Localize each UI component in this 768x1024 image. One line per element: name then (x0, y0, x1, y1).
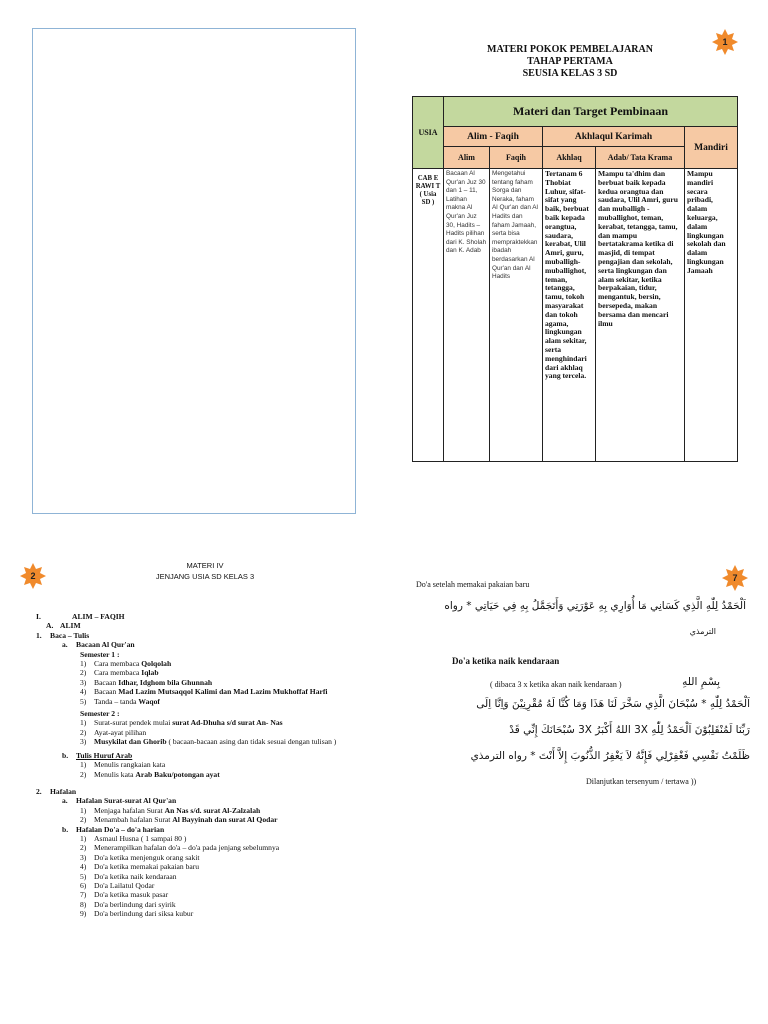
alim-cell: Bacaan Al Qur'an Juz 30 dan 1 – 11, Latihan makna Al Qur'an Juz 30, Hadits – Hadits pilihan dari K. Sholah dan K. Adab (444, 169, 490, 462)
blank-page-frame (32, 28, 356, 514)
list-item (36, 668, 366, 677)
item-text: Menjaga hafalan Surat (94, 805, 165, 815)
item-number: 2) (80, 727, 87, 737)
list-item (36, 909, 366, 918)
kendaraan-note: ( dibaca 3 x ketika akan naik kendaraan ) (490, 680, 622, 689)
section-b: b. Tulis Huruf Arab (62, 750, 133, 760)
arabic-line-2: رَبِّنَا لَمُنْقَلِبُوْنَ اَلْحَمْدُ لِلّٰهِ 3X اللهُ أَكْبَرُ 3X سُبْحَانَكَ إِنِّي قَدْ (509, 724, 750, 736)
section-2a: a. Hafalan Surat-surat Al Qur'an (62, 796, 177, 806)
item-text: Do'a ketika memakai pakaian baru (94, 862, 200, 872)
item-bold-text: Qolqolah (141, 659, 172, 669)
heading-kendaraan: Do'a ketika naik kendaraan (452, 656, 560, 666)
list-item (36, 872, 366, 881)
item-bold-text: Arab Baku/potongan ayat (135, 769, 220, 779)
arabic-doa-pakaian: اَلْحَمْدُ لِلّٰهِ الَّذِي كَسَانِي مَا أُوَارِي بِهِ عَوْرَتِي وَأَتَجَمَّلُ بِهِ فِي حَيَاتِي * رواه (444, 600, 746, 612)
col-adab: Adab/ Tata Krama (596, 147, 685, 169)
arabic-bismillah: بِسْمِ اللهِ (682, 676, 720, 688)
arabic-line-1: اَلْحَمْدُ لِلّٰهِ * سُبْحَانَ الَّذِي سَخَّرَ لَنَا هَذَا وَمَا كُنَّا لَهُ مُقْرِنِيْنَ وَاِنَّا اِلَى (476, 698, 750, 710)
item-text: Menulis kata (94, 769, 136, 779)
arabic-line-3: ظَلَمْتُ نَفْسِي فَغْفِرْلِي فَإِنَّهُ لاَ يَغْفِرُ الذُّنُوبَ إِلاَّ أَنْتَ * رواه الترمذي (470, 750, 750, 762)
list-item (36, 806, 366, 815)
item-number: 2) (80, 769, 87, 779)
item-bold-text: Waqof (138, 696, 160, 706)
title-line: TAHAP PERTAMA (527, 56, 613, 67)
list-item (80, 737, 360, 746)
item-text: Cara membaca (94, 668, 142, 678)
faqih-cell: Mengetahui tentang faham Sorga dan Neraka, faham Al Qur'an dan Al Hadits dan faham Jamaah, serta bisa mempraktekkan ibadah berdasarkan Al Qur'an dan Al Hadits (490, 169, 543, 462)
item-text: Menambah hafalan Surat (94, 815, 173, 825)
list-item (36, 718, 366, 727)
item-number: 8) (80, 899, 87, 909)
page-badge-7 (722, 565, 748, 591)
col-alim: Alim (444, 147, 490, 169)
group-akhlaq: Akhlaqul Karimah (543, 127, 685, 147)
item-text: Cara membaca (94, 659, 142, 669)
item-number: 1) (80, 805, 87, 815)
item-bold-text: An Nas s/d. surat Al-Zalzalah (164, 805, 261, 815)
item-number: 1) (80, 760, 87, 770)
title-line: JENJANG USIA SD KELAS 3 (155, 572, 255, 581)
item-text: Menulis rangkaian kata (94, 760, 166, 770)
item-text: Bacaan (94, 687, 119, 697)
list-item (36, 760, 366, 769)
badge-number: 7 (732, 573, 738, 583)
col-akhlaq: Akhlaq (543, 147, 596, 169)
section-A: A. ALIM (46, 621, 81, 631)
item-text: Do'a Lailatul Qodar (94, 880, 155, 890)
list-item (36, 678, 366, 687)
list-item (80, 687, 360, 696)
item-number: 5) (80, 696, 87, 706)
item-bold-text: Idhar, Idghom bila Ghunnah (118, 677, 213, 687)
section-1: 1. Baca – Tulis (36, 630, 90, 640)
footer-note: Dilanjutkan tersenyum / tertawa )) (586, 777, 697, 786)
heading-pakaian: Do'a setelah memakai pakaian baru (416, 580, 530, 589)
item-bold-text: Iqlab (141, 668, 159, 678)
item-number: 3) (80, 737, 87, 747)
list-item (36, 890, 366, 899)
col-faqih: Faqih (490, 147, 543, 169)
main-header: Materi dan Target Pembinaan (444, 97, 738, 127)
item-text: Do'a ketika menjenguk orang sakit (94, 852, 200, 862)
item-text: Ayat-ayat pilihan (94, 727, 147, 737)
item-number: 2) (80, 843, 87, 853)
adab-cell: Mampu ta'dhim dan berbuat baik kepada kedua orangtua dan saudara, Ulil Amri, guru dan muballigh - muballighot, teman, kerabat, tetangga, tamu, dan mampu bertatakrama ketika di masjid, di tempat pengajian dan sekolah, serta lingkungan dan alam sekitar, ketika berpakaian, tidur, mengantuk, bersin, bersepeda, makan bersama dan mencari ilmu (596, 169, 685, 462)
item-number: 5) (80, 871, 87, 881)
page-badge-2 (20, 563, 46, 589)
hafalan-list (36, 806, 366, 825)
target-table (412, 96, 738, 462)
item-text: Bacaan (94, 677, 119, 687)
item-text: Do'a ketika masuk pasar (94, 890, 169, 900)
item-number: 1) (80, 659, 87, 669)
item-number: 4) (80, 687, 87, 697)
item-text: Do'a berlindung dari syirik (94, 899, 176, 909)
title-line: MATERI IV (186, 561, 224, 570)
page2-body (36, 612, 366, 919)
list-item (36, 881, 366, 890)
list-item (36, 862, 366, 871)
mandiri-header: Mandiri (685, 127, 738, 169)
item-text: Asmaul Husna ( 1 sampai 80 ) (94, 833, 187, 843)
item-number: 1) (80, 718, 87, 728)
title-line: SEUSIA KELAS 3 SD (522, 68, 618, 79)
item-number: 6) (80, 880, 87, 890)
tulis-list (36, 760, 366, 779)
section-a: a. Bacaan Al Qur'an (62, 640, 135, 650)
usia-header: USIA (413, 97, 444, 169)
list-item (36, 815, 366, 824)
item-number: 2) (80, 668, 87, 678)
item-text: Menerampilkan hafalan do'a – do'a pada jenjang sebelumnya (94, 843, 280, 853)
item-bold-text: Al Bayyinah dan surat Al Qodar (172, 815, 278, 825)
semester-2-label: Semester 2 : (80, 709, 120, 719)
item-text: Do'a berlindung dari siksa kubur (94, 909, 194, 919)
item-number: 1) (80, 833, 87, 843)
list-item (36, 697, 366, 706)
akhlaq-cell: Tertanam 6 Thobiat Luhur, sifat-sifat yang baik, berbuat baik kepada orangtua, saudara, kerabat, Ulil Amri, guru, muballigh-muballighot, teman, tetangga, tamu, tokoh masyarakat dan tokoh agama, lingkungan alam sekitar, serta menghindari dari akhlaq yang tercela. (543, 169, 596, 462)
list-item (36, 853, 366, 862)
semester-2-list (36, 718, 366, 746)
section-2: 2. Hafalan (36, 786, 77, 796)
list-item (36, 900, 366, 909)
section-I: I. ALIM – FAQIH (36, 612, 125, 621)
item-number: 3) (80, 852, 87, 862)
list-item (36, 843, 366, 852)
arabic-rawah: الترمذي (689, 627, 716, 636)
item-text: ( bacaan-bacaan asing dan tidak sesuai dengan tulisan ) (166, 737, 337, 747)
item-number: 4) (80, 862, 87, 872)
item-text: Tanda – tanda (94, 696, 139, 706)
item-bold-text: surat Ad-Dhuha s/d surat An- Nas (172, 718, 283, 728)
title-line: MATERI POKOK PEMBELAJARAN (487, 44, 653, 55)
page2-title (110, 560, 300, 582)
list-item (36, 728, 366, 737)
list-item (36, 659, 366, 668)
mandiri-cell: Mampu mandiri secara pribadi, dalam keluarga, dalam lingkungan sekolah dan dalam lingkungan Jamaah (685, 169, 738, 462)
list-item (36, 834, 366, 843)
item-text: Do'a ketika naik kendaraan (94, 871, 177, 881)
item-bold-text: Mad Lazim Mutsaqqol Kalimi dan Mad Lazim Mukhoffaf Harfi (118, 687, 328, 697)
item-bold-text: Musykilat dan Ghorib (94, 737, 167, 747)
page-badge-1 (712, 29, 738, 55)
item-number: 7) (80, 890, 87, 900)
semester-1-list (36, 659, 366, 706)
item-number: 2) (80, 815, 87, 825)
item-number: 9) (80, 909, 87, 919)
item-text: Surat-surat pendek mulai (94, 718, 173, 728)
item-number: 3) (80, 677, 87, 687)
semester-1-label: Semester 1 : (80, 649, 120, 659)
page1-title (430, 44, 710, 80)
badge-number: 1 (722, 37, 728, 47)
badge-number: 2 (30, 571, 36, 581)
doa-list (36, 834, 366, 919)
group-alim-faqih: Alim - Faqih (444, 127, 543, 147)
section-2b: b. Hafalan Do'a – do'a harian (62, 824, 165, 834)
list-item (36, 770, 366, 779)
usia-cell: CAB E RAWI T ( Usia SD ) (413, 169, 444, 462)
